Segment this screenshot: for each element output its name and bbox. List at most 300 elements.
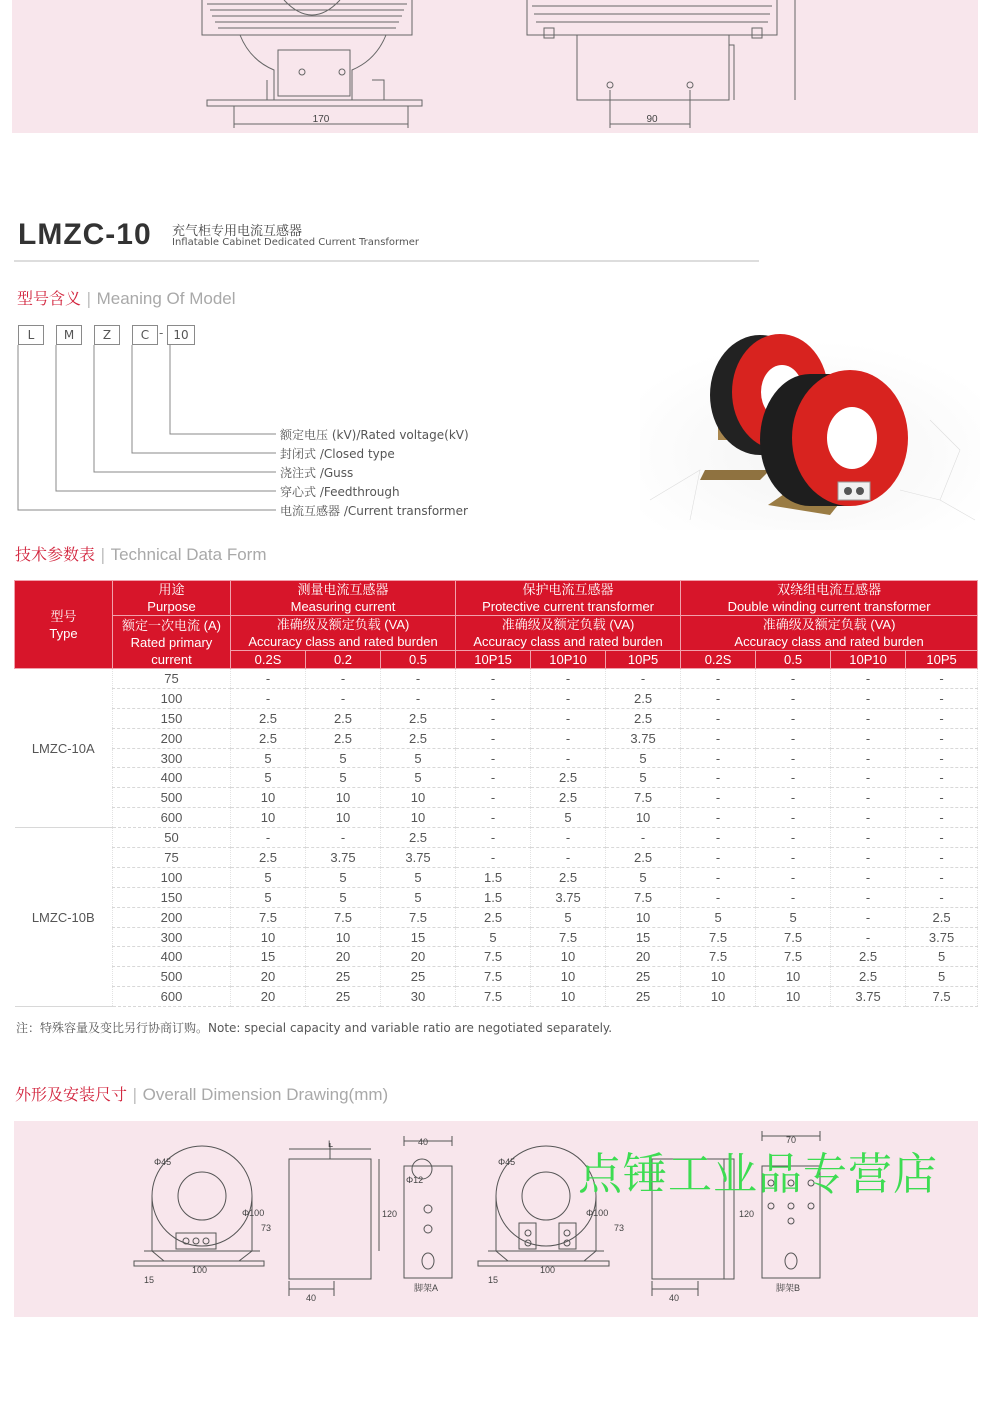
header-class: 10P5 bbox=[906, 651, 978, 669]
meaning-title-cn: 型号含义 bbox=[17, 289, 82, 308]
header-accuracy-cn: 准确级及额定负载 (VA) bbox=[762, 617, 896, 632]
code-dash: - bbox=[159, 326, 164, 340]
burden-cell: 2.5 bbox=[231, 848, 306, 868]
burden-cell: - bbox=[756, 768, 831, 788]
burden-cell: - bbox=[906, 688, 978, 708]
burden-cell: 10 bbox=[606, 907, 681, 927]
burden-cell: 5 bbox=[306, 748, 381, 768]
table-row bbox=[15, 748, 978, 768]
title-separator: | bbox=[86, 289, 92, 308]
burden-cell: 2.5 bbox=[381, 708, 456, 728]
burden-cell: - bbox=[456, 708, 531, 728]
header-accuracy-measuring bbox=[231, 616, 456, 651]
burden-cell: - bbox=[831, 768, 906, 788]
burden-cell: - bbox=[906, 708, 978, 728]
bracket-b-label: 脚架B bbox=[776, 1283, 801, 1293]
burden-cell: 3.75 bbox=[306, 848, 381, 868]
header-type bbox=[15, 581, 113, 669]
dim-73-a: 73 bbox=[261, 1223, 272, 1233]
burden-cell: - bbox=[906, 788, 978, 808]
dim-L: L bbox=[328, 1139, 334, 1149]
header-accuracy-cn: 准确级及额定负载 (VA) bbox=[276, 617, 410, 632]
table-header-row-2 bbox=[15, 616, 978, 651]
burden-cell: 1.5 bbox=[456, 867, 531, 887]
meaning-label-guss: 浇注式 /Guss bbox=[280, 466, 354, 480]
heading-title-cn: 充气柜专用电流互感器 bbox=[172, 224, 303, 239]
burden-cell: - bbox=[531, 828, 606, 848]
burden-cell: - bbox=[606, 828, 681, 848]
table-row bbox=[15, 987, 978, 1007]
burden-cell: 3.75 bbox=[831, 987, 906, 1007]
burden-cell: - bbox=[906, 828, 978, 848]
burden-cell: 10 bbox=[681, 987, 756, 1007]
burden-cell: 2.5 bbox=[456, 907, 531, 927]
table-row bbox=[15, 669, 978, 689]
rated-current-cell: 100 bbox=[113, 688, 231, 708]
burden-cell: 5 bbox=[306, 768, 381, 788]
burden-cell: - bbox=[306, 688, 381, 708]
burden-cell: 5 bbox=[531, 907, 606, 927]
burden-cell: - bbox=[831, 748, 906, 768]
burden-cell: 10 bbox=[306, 927, 381, 947]
burden-cell: 7.5 bbox=[306, 907, 381, 927]
burden-cell: 2.5 bbox=[606, 688, 681, 708]
heading-title-en: Inflatable Cabinet Dedicated Current Transformer bbox=[172, 237, 419, 248]
burden-cell: - bbox=[756, 848, 831, 868]
table-row bbox=[15, 967, 978, 987]
burden-cell: 5 bbox=[231, 867, 306, 887]
burden-cell: 3.75 bbox=[606, 728, 681, 748]
burden-cell: - bbox=[906, 748, 978, 768]
dim-phi45-b: Φ45 bbox=[498, 1157, 516, 1167]
header-type-cn: 型号 bbox=[50, 608, 77, 624]
burden-cell: - bbox=[306, 828, 381, 848]
burden-cell: - bbox=[381, 669, 456, 689]
burden-cell: 10 bbox=[681, 967, 756, 987]
header-rated-current bbox=[113, 616, 231, 669]
burden-cell: 10 bbox=[231, 927, 306, 947]
burden-cell: 5 bbox=[231, 887, 306, 907]
header-purpose-cn: 用途 bbox=[158, 582, 185, 597]
burden-cell: - bbox=[831, 708, 906, 728]
burden-cell: - bbox=[831, 887, 906, 907]
dimension-title-cn: 外形及安装尺寸 bbox=[15, 1085, 128, 1104]
header-rated-cn: 额定一次电流 (A) bbox=[122, 617, 221, 633]
burden-cell: 7.5 bbox=[906, 987, 978, 1007]
header-class: 0.2 bbox=[306, 651, 381, 669]
burden-cell: 10 bbox=[231, 788, 306, 808]
burden-cell: 2.5 bbox=[231, 708, 306, 728]
burden-cell: - bbox=[681, 887, 756, 907]
data-form-section-title bbox=[15, 542, 266, 565]
burden-cell: 20 bbox=[231, 987, 306, 1007]
burden-cell: 2.5 bbox=[306, 728, 381, 748]
burden-cell: - bbox=[456, 848, 531, 868]
header-accuracy-cn: 准确级及额定负载 (VA) bbox=[501, 617, 635, 632]
header-accuracy-double bbox=[681, 616, 978, 651]
burden-cell: 7.5 bbox=[681, 927, 756, 947]
dim-15-b: 15 bbox=[488, 1275, 499, 1285]
burden-cell: 3.75 bbox=[906, 927, 978, 947]
model-heading: LMZC-10 bbox=[18, 218, 152, 251]
burden-cell: - bbox=[231, 669, 306, 689]
dim-40-b: 40 bbox=[669, 1293, 680, 1303]
rated-current-cell: 300 bbox=[113, 927, 231, 947]
burden-cell: - bbox=[231, 688, 306, 708]
burden-cell: 5 bbox=[906, 947, 978, 967]
burden-cell: 10 bbox=[606, 808, 681, 828]
rated-current-cell: 50 bbox=[113, 828, 231, 848]
burden-cell: 5 bbox=[606, 768, 681, 788]
burden-cell: 10 bbox=[381, 808, 456, 828]
burden-cell: 10 bbox=[756, 987, 831, 1007]
burden-cell: - bbox=[756, 708, 831, 728]
header-measuring-en: Measuring current bbox=[290, 599, 396, 614]
code-box-c: C bbox=[132, 325, 158, 345]
burden-cell: 25 bbox=[606, 967, 681, 987]
burden-cell: 5 bbox=[231, 748, 306, 768]
burden-cell: 10 bbox=[531, 947, 606, 967]
rated-current-cell: 500 bbox=[113, 967, 231, 987]
burden-cell: 5 bbox=[381, 768, 456, 788]
burden-cell: - bbox=[756, 728, 831, 748]
burden-cell: 15 bbox=[606, 927, 681, 947]
table-row bbox=[15, 708, 978, 728]
header-divider bbox=[14, 260, 759, 262]
burden-cell: 25 bbox=[306, 967, 381, 987]
type-cell: LMZC-10A bbox=[15, 669, 113, 828]
burden-cell: - bbox=[456, 748, 531, 768]
rated-current-cell: 600 bbox=[113, 808, 231, 828]
burden-cell: 2.5 bbox=[906, 907, 978, 927]
table-header-row-1 bbox=[15, 581, 978, 616]
rated-current-cell: 150 bbox=[113, 708, 231, 728]
burden-cell: - bbox=[831, 828, 906, 848]
header-protective-cn: 保护电流互感器 bbox=[522, 582, 614, 597]
header-accuracy-en: Accuracy class and rated burden bbox=[734, 634, 924, 649]
burden-cell: 20 bbox=[306, 947, 381, 967]
burden-cell: - bbox=[681, 669, 756, 689]
burden-cell: - bbox=[681, 808, 756, 828]
burden-cell: 10 bbox=[306, 788, 381, 808]
burden-cell: - bbox=[756, 808, 831, 828]
dim-40-bracket-a: 40 bbox=[418, 1137, 429, 1147]
header-purpose-en: Purpose bbox=[147, 599, 196, 614]
burden-cell: - bbox=[531, 748, 606, 768]
burden-cell: - bbox=[531, 708, 606, 728]
burden-cell: 2.5 bbox=[531, 768, 606, 788]
table-row bbox=[15, 887, 978, 907]
burden-cell: - bbox=[831, 867, 906, 887]
burden-cell: 15 bbox=[381, 927, 456, 947]
table-row bbox=[15, 808, 978, 828]
burden-cell: - bbox=[756, 669, 831, 689]
burden-cell: 25 bbox=[606, 987, 681, 1007]
burden-cell: - bbox=[456, 808, 531, 828]
burden-cell: 1.5 bbox=[456, 887, 531, 907]
burden-cell: 2.5 bbox=[381, 828, 456, 848]
burden-cell: - bbox=[681, 748, 756, 768]
burden-cell: 7.5 bbox=[681, 947, 756, 967]
burden-cell: 2.5 bbox=[381, 728, 456, 748]
burden-cell: - bbox=[831, 688, 906, 708]
data-form-title-en: Technical Data Form bbox=[110, 545, 267, 564]
header-measuring bbox=[231, 581, 456, 616]
burden-cell: 5 bbox=[381, 887, 456, 907]
dimension-section-title bbox=[15, 1082, 388, 1105]
type-cell: LMZC-10B bbox=[15, 828, 113, 1007]
shop-watermark: 点锤工业品专营店 bbox=[578, 1149, 938, 1200]
burden-cell: 7.5 bbox=[756, 927, 831, 947]
burden-cell: - bbox=[456, 669, 531, 689]
technical-data-table bbox=[14, 580, 978, 1007]
burden-cell: 3.75 bbox=[531, 887, 606, 907]
table-row bbox=[15, 788, 978, 808]
burden-cell: 10 bbox=[306, 808, 381, 828]
burden-cell: 2.5 bbox=[831, 947, 906, 967]
burden-cell: - bbox=[906, 669, 978, 689]
burden-cell: - bbox=[906, 768, 978, 788]
dim-100-b: 100 bbox=[540, 1265, 556, 1275]
dim-phi100-a: Φ100 bbox=[242, 1208, 265, 1218]
burden-cell: - bbox=[906, 848, 978, 868]
dim-phi100-b: Φ100 bbox=[586, 1208, 609, 1218]
burden-cell: 15 bbox=[231, 947, 306, 967]
rated-current-cell: 300 bbox=[113, 748, 231, 768]
dim-15-a: 15 bbox=[144, 1275, 155, 1285]
burden-cell: 5 bbox=[531, 808, 606, 828]
burden-cell: 2.5 bbox=[531, 867, 606, 887]
dim-73-b: 73 bbox=[614, 1223, 625, 1233]
header-class: 10P10 bbox=[831, 651, 906, 669]
burden-cell: 2.5 bbox=[231, 728, 306, 748]
header-rated-en-1: Rated primary bbox=[130, 634, 213, 650]
burden-cell: - bbox=[531, 848, 606, 868]
burden-cell: - bbox=[681, 848, 756, 868]
burden-cell: - bbox=[756, 688, 831, 708]
dim-phi12: Φ12 bbox=[406, 1175, 424, 1185]
burden-cell: 2.5 bbox=[831, 967, 906, 987]
burden-cell: - bbox=[531, 669, 606, 689]
burden-cell: 5 bbox=[606, 748, 681, 768]
rated-current-cell: 75 bbox=[113, 669, 231, 689]
header-accuracy-protective bbox=[456, 616, 681, 651]
burden-cell: 7.5 bbox=[606, 788, 681, 808]
burden-cell: 5 bbox=[756, 907, 831, 927]
burden-cell: 7.5 bbox=[756, 947, 831, 967]
burden-cell: 7.5 bbox=[456, 967, 531, 987]
burden-cell: 7.5 bbox=[381, 907, 456, 927]
burden-cell: 2.5 bbox=[606, 708, 681, 728]
burden-cell: 2.5 bbox=[531, 788, 606, 808]
burden-cell: - bbox=[456, 768, 531, 788]
header-type-en: Type bbox=[49, 625, 78, 641]
burden-cell: - bbox=[831, 907, 906, 927]
rated-current-cell: 400 bbox=[113, 947, 231, 967]
burden-cell: 5 bbox=[381, 748, 456, 768]
header-class: 10P15 bbox=[456, 651, 531, 669]
burden-cell: 5 bbox=[606, 867, 681, 887]
top-dimension-drawing bbox=[12, 0, 978, 133]
data-form-title-cn: 技术参数表 bbox=[15, 545, 96, 564]
burden-cell: 10 bbox=[231, 808, 306, 828]
rated-current-cell: 400 bbox=[113, 768, 231, 788]
burden-cell: 10 bbox=[531, 967, 606, 987]
burden-cell: - bbox=[756, 828, 831, 848]
table-row bbox=[15, 907, 978, 927]
header-purpose bbox=[113, 581, 231, 616]
header-rated-en-2: current bbox=[151, 651, 192, 667]
burden-cell: - bbox=[456, 728, 531, 748]
burden-cell: 7.5 bbox=[231, 907, 306, 927]
burden-cell: 5 bbox=[381, 867, 456, 887]
burden-cell: - bbox=[456, 688, 531, 708]
burden-cell: 5 bbox=[906, 967, 978, 987]
burden-cell: - bbox=[381, 688, 456, 708]
header-accuracy-en: Accuracy class and rated burden bbox=[473, 634, 663, 649]
code-box-z: Z bbox=[94, 325, 120, 345]
header-protective bbox=[456, 581, 681, 616]
burden-cell: 7.5 bbox=[531, 927, 606, 947]
header-double-cn: 双绕组电流互感器 bbox=[777, 582, 882, 597]
burden-cell: - bbox=[756, 867, 831, 887]
rated-current-cell: 150 bbox=[113, 887, 231, 907]
header-protective-en: Protective current transformer bbox=[482, 599, 655, 614]
table-row bbox=[15, 828, 978, 848]
header-class: 10P10 bbox=[531, 651, 606, 669]
meaning-label-feedthrough: 穿心式 /Feedthrough bbox=[280, 485, 400, 499]
rated-current-cell: 75 bbox=[113, 848, 231, 868]
burden-cell: - bbox=[681, 788, 756, 808]
burden-cell: - bbox=[831, 927, 906, 947]
burden-cell: - bbox=[756, 887, 831, 907]
code-box-10: 10 bbox=[167, 325, 195, 345]
header-measuring-cn: 测量电流互感器 bbox=[297, 582, 389, 597]
burden-cell: 5 bbox=[681, 907, 756, 927]
header-double-winding bbox=[681, 581, 978, 616]
header-class: 0.5 bbox=[756, 651, 831, 669]
burden-cell: - bbox=[906, 867, 978, 887]
burden-cell: 7.5 bbox=[456, 947, 531, 967]
burden-cell: 3.75 bbox=[381, 848, 456, 868]
header-class: 0.2S bbox=[681, 651, 756, 669]
meaning-label-current-transformer: 电流互感器 /Current transformer bbox=[280, 504, 468, 518]
burden-cell: - bbox=[681, 768, 756, 788]
burden-cell: - bbox=[456, 788, 531, 808]
title-separator: | bbox=[132, 1085, 138, 1104]
dim-120-a: 120 bbox=[382, 1209, 398, 1219]
burden-cell: 5 bbox=[306, 887, 381, 907]
burden-cell: 20 bbox=[231, 967, 306, 987]
header-class: 0.5 bbox=[381, 651, 456, 669]
table-note: 注：特殊容量及变比另行协商订购。Note: special capacity and variable ratio are negotiated separately. bbox=[16, 1021, 613, 1035]
rated-current-cell: 100 bbox=[113, 867, 231, 887]
burden-cell: - bbox=[531, 688, 606, 708]
meaning-label-closed-type: 封闭式 /Closed type bbox=[280, 447, 395, 461]
meaning-section-title bbox=[17, 286, 236, 309]
header-accuracy-en: Accuracy class and rated burden bbox=[248, 634, 438, 649]
code-box-l: L bbox=[18, 325, 44, 345]
meaning-label-rated-voltage: 额定电压 (kV)/Rated voltage(kV) bbox=[280, 428, 469, 442]
burden-cell: 10 bbox=[531, 987, 606, 1007]
bracket-a-label: 脚架A bbox=[414, 1283, 439, 1293]
dim-70: 70 bbox=[786, 1135, 797, 1145]
top-drawing-panel bbox=[12, 0, 978, 133]
burden-cell: - bbox=[681, 867, 756, 887]
header-class: 10P5 bbox=[606, 651, 681, 669]
dimension-title-en: Overall Dimension Drawing(mm) bbox=[142, 1085, 389, 1104]
burden-cell: - bbox=[681, 828, 756, 848]
table-body bbox=[15, 669, 978, 1007]
burden-cell: 5 bbox=[306, 867, 381, 887]
burden-cell: - bbox=[831, 808, 906, 828]
burden-cell: - bbox=[606, 669, 681, 689]
burden-cell: - bbox=[906, 887, 978, 907]
burden-cell: - bbox=[831, 728, 906, 748]
code-box-m: M bbox=[56, 325, 82, 345]
rated-current-cell: 500 bbox=[113, 788, 231, 808]
burden-cell: 5 bbox=[231, 768, 306, 788]
burden-cell: - bbox=[456, 828, 531, 848]
burden-cell: - bbox=[681, 708, 756, 728]
rated-current-cell: 600 bbox=[113, 987, 231, 1007]
table-row bbox=[15, 867, 978, 887]
burden-cell: 30 bbox=[381, 987, 456, 1007]
burden-cell: - bbox=[831, 788, 906, 808]
burden-cell: 25 bbox=[306, 987, 381, 1007]
burden-cell: 20 bbox=[381, 947, 456, 967]
burden-cell: - bbox=[681, 728, 756, 748]
dim-120-b: 120 bbox=[739, 1209, 755, 1219]
burden-cell: - bbox=[831, 848, 906, 868]
rated-current-cell: 200 bbox=[113, 728, 231, 748]
burden-cell: - bbox=[906, 808, 978, 828]
table-row bbox=[15, 728, 978, 748]
table-row bbox=[15, 848, 978, 868]
burden-cell: 10 bbox=[756, 967, 831, 987]
burden-cell: 25 bbox=[381, 967, 456, 987]
burden-cell: - bbox=[531, 728, 606, 748]
burden-cell: - bbox=[756, 788, 831, 808]
burden-cell: - bbox=[831, 669, 906, 689]
table-row bbox=[15, 927, 978, 947]
table-row bbox=[15, 688, 978, 708]
dim-40-a: 40 bbox=[306, 1293, 317, 1303]
burden-cell: - bbox=[906, 728, 978, 748]
table-row bbox=[15, 768, 978, 788]
burden-cell: 7.5 bbox=[456, 987, 531, 1007]
header-double-en: Double winding current transformer bbox=[727, 599, 931, 614]
burden-cell: 7.5 bbox=[606, 887, 681, 907]
burden-cell: 5 bbox=[456, 927, 531, 947]
table-row bbox=[15, 947, 978, 967]
dim-90-label: 90 bbox=[646, 114, 658, 125]
burden-cell: 20 bbox=[606, 947, 681, 967]
dim-phi45-a: Φ45 bbox=[154, 1157, 172, 1167]
rated-current-cell: 200 bbox=[113, 907, 231, 927]
burden-cell: - bbox=[231, 828, 306, 848]
header-class: 0.2S bbox=[231, 651, 306, 669]
dim-170-label: 170 bbox=[312, 114, 330, 125]
burden-cell: 2.5 bbox=[606, 848, 681, 868]
burden-cell: - bbox=[306, 669, 381, 689]
burden-cell: 2.5 bbox=[306, 708, 381, 728]
burden-cell: 10 bbox=[381, 788, 456, 808]
meaning-title-en: Meaning Of Model bbox=[96, 289, 236, 308]
burden-cell: - bbox=[756, 748, 831, 768]
title-separator: | bbox=[100, 545, 106, 564]
dim-100-a: 100 bbox=[192, 1265, 208, 1275]
